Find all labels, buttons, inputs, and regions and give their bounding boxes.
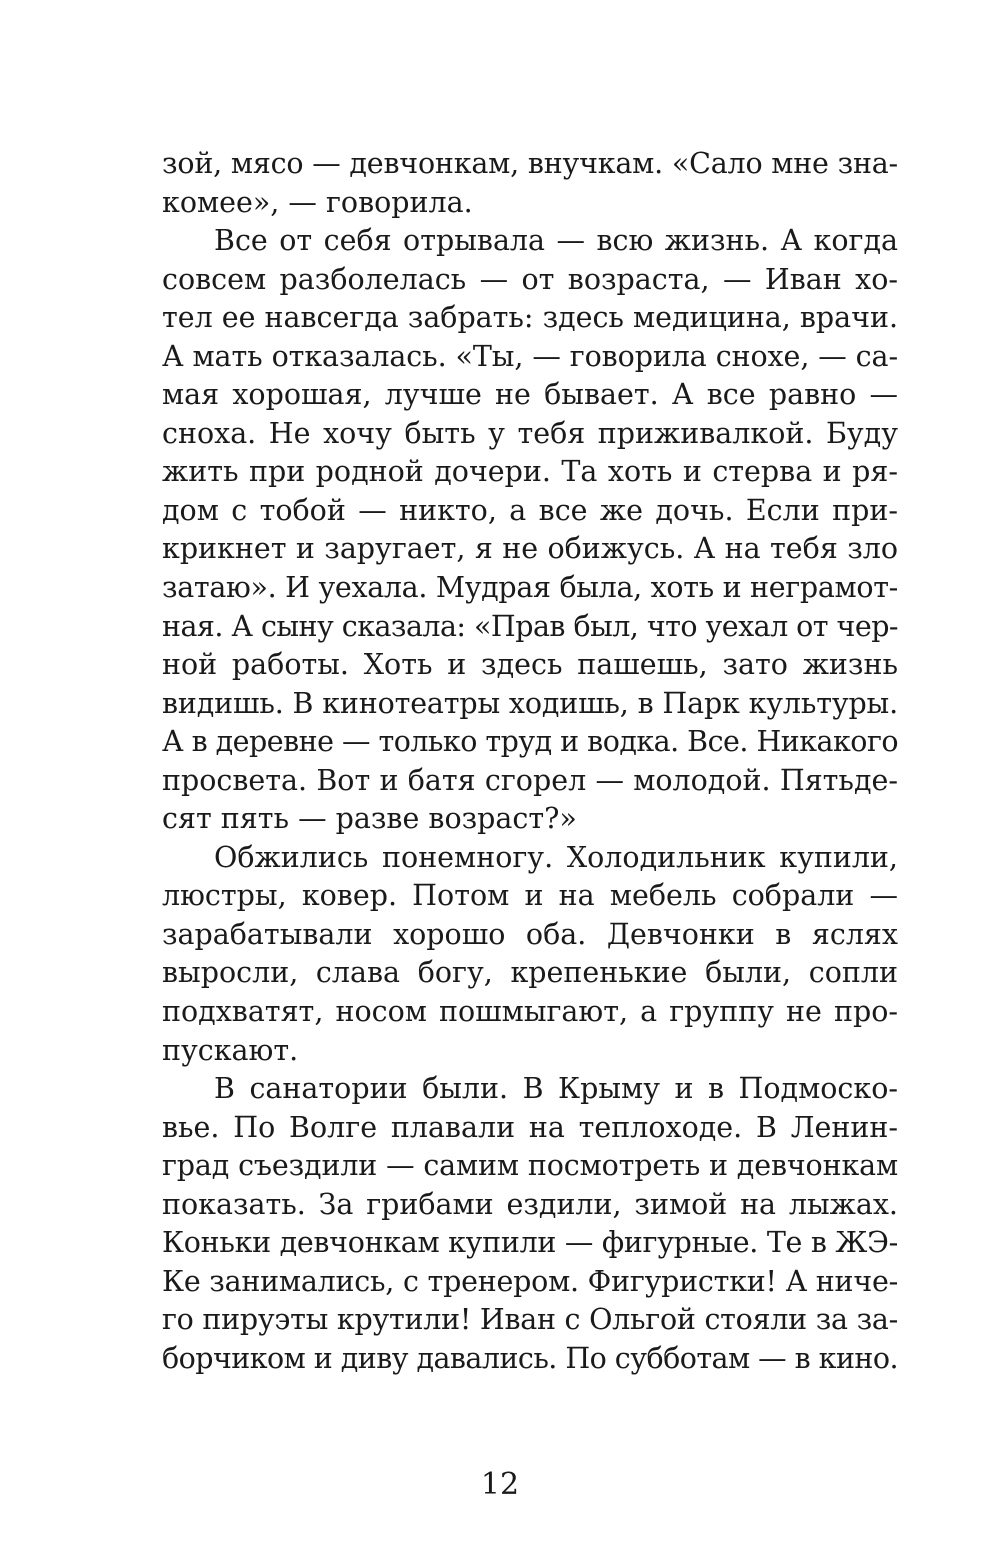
text-line: А в деревне — только труд и водка. Все. Никакого [162, 725, 898, 759]
text-line: мая хорошая, лучше не бывает. А все равно — [162, 378, 898, 412]
text-line: сят пять — разве возраст?» [162, 802, 577, 836]
text-line: пускают. [162, 1033, 299, 1067]
text-line: тел ее навсегда забрать: здесь медицина, врачи. [162, 301, 898, 335]
text-line: вье. По Волге плавали на теплоходе. В Ленин- [162, 1110, 898, 1144]
text-line: Все от себя отрывала — всю жизнь. А когда [214, 224, 898, 258]
text-line: просвета. Вот и батя сгорел — молодой. Пятьде- [162, 763, 898, 797]
text-line: комее», — говорила. [162, 185, 473, 219]
text-line: В санатории были. В Крыму и в Подмоско- [214, 1072, 898, 1106]
page-number: 12 [480, 1467, 520, 1502]
text-line: показать. За грибами ездили, зимой на лыжах. [162, 1187, 898, 1221]
text-line: подхватят, носом пошмыгают, а группу не про- [162, 995, 898, 1029]
text-line: видишь. В кинотеатры ходишь, в Парк культуры. [162, 686, 899, 720]
body-text [162, 145, 898, 1379]
text-line: жить при родной дочери. Та хоть и стерва и ря- [162, 455, 898, 489]
text-line: дом с тобой — никто, а все же дочь. Если при- [162, 493, 898, 527]
text-line: зой, мясо — девчонкам, внучкам. «Сало мне зна- [162, 147, 898, 180]
text-line: затаю». И уехала. Мудрая была, хоть и неграмот- [162, 571, 898, 605]
text-line: зарабатывали хорошо оба. Девчонки в яслях [162, 917, 898, 951]
text-line: крикнет и заругает, я не обижусь. А на тебя зло [162, 532, 898, 566]
text-line: борчиком и диву давались. По субботам — в кино. [162, 1341, 899, 1375]
text-line: го пируэты крутили! Иван с Ольгой стояли за за- [162, 1303, 899, 1337]
text-line: ная. А сыну сказала: «Прав был, что уехал от чер- [162, 609, 898, 643]
text-line: ной работы. Хоть и здесь пашешь, зато жизнь [162, 648, 898, 682]
text-line: совсем разболелась — от возраста, — Иван хо- [162, 262, 898, 296]
text-line: сноха. Не хочу быть у тебя приживалкой. Буду [162, 416, 898, 450]
text-line: Ке занимались, с тренером. Фигуристки! А ниче- [162, 1264, 898, 1298]
text-line: Обжились понемногу. Холодильник купили, [214, 840, 898, 874]
text-line: град съездили — самим посмотреть и девчонкам [162, 1149, 899, 1183]
text-line: А мать отказалась. «Ты, — говорила снохе, — са- [162, 339, 899, 373]
text-line: выросли, слава богу, крепенькие были, сопли [162, 956, 898, 990]
text-line: люстры, ковер. Потом и на мебель собрали — [162, 879, 898, 913]
text-line: Коньки девчонкам купили — фигурные. Те в ЖЭ- [162, 1226, 899, 1260]
